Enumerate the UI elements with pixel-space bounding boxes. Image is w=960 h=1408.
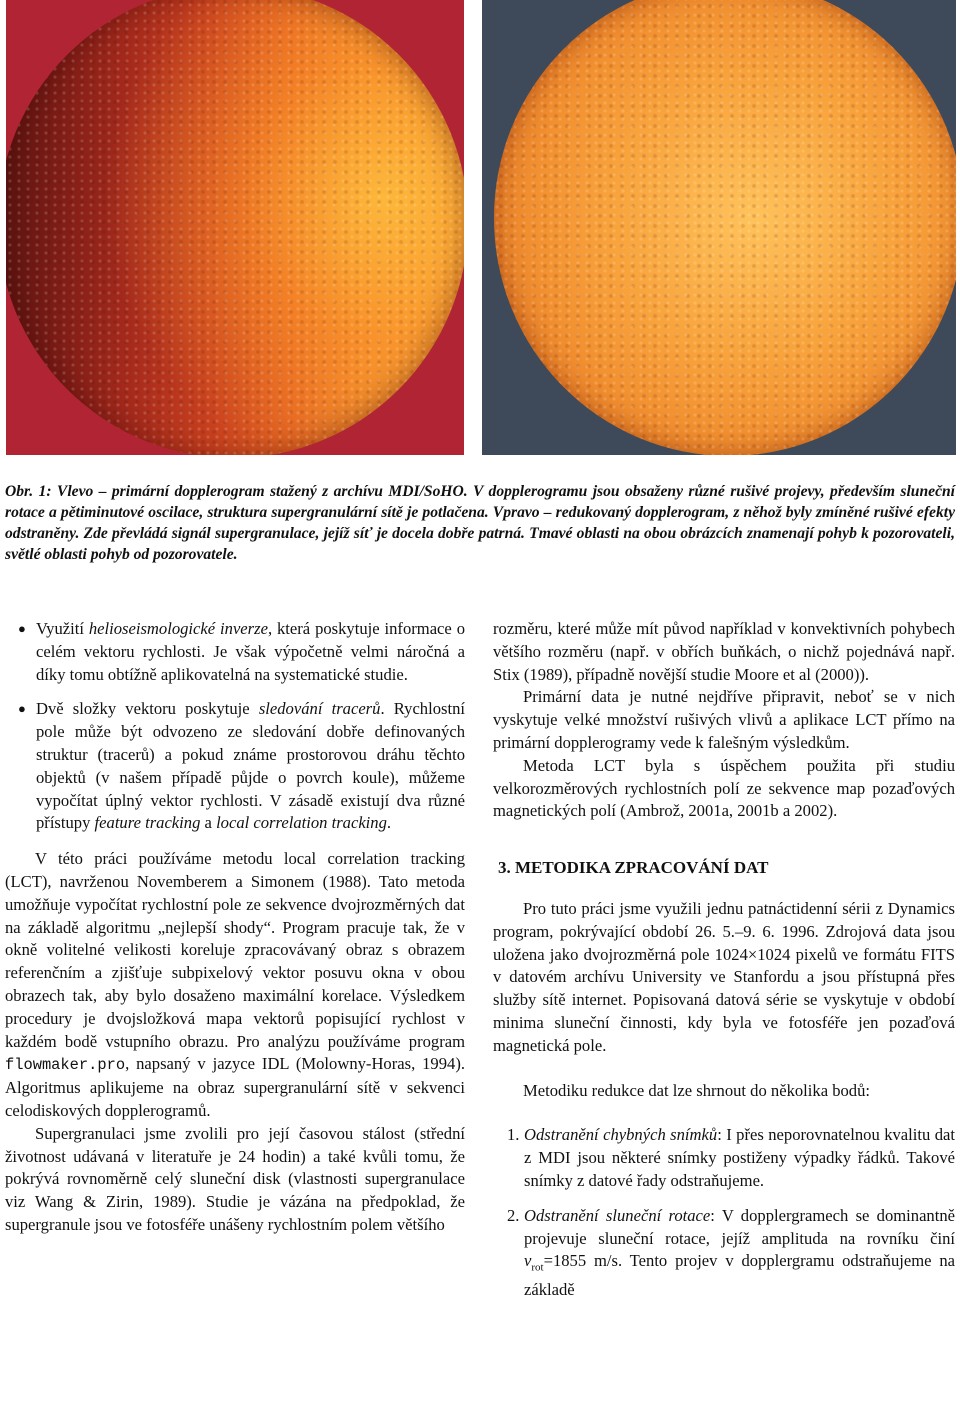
program-name: flowmaker.pro bbox=[5, 1056, 126, 1075]
left-column bbox=[5, 618, 465, 1237]
bullet-icon: ● bbox=[18, 621, 26, 636]
primary-dopplerogram-disk bbox=[6, 0, 464, 455]
reduced-dopplerogram-disk bbox=[494, 0, 956, 455]
bullet-helioseismology: ● Využití helioseismologické inverze, která poskytuje informace o celém vektoru rychlosti. Je však výpočetně velmi náročná a díky tomu obtížně aplikovatelná na systematické studie. bbox=[18, 619, 465, 684]
list-item-bad-frames: 1. Odstranění chybných snímků: I přes neporovnatelnou kvalitu dat z MDI jsou některé snímky postiženy výpadky řádků. Takové snímky z datové řady odstraňujeme. bbox=[507, 1125, 955, 1190]
section-heading: 3. METODIKA ZPRACOVÁNÍ DAT bbox=[498, 858, 769, 878]
paragraph-continuation: rozměru, které může mít původ například v konvektivních pohybech většího rozměru (např. v obřích buňkách, o nichž pojednává např. Stix (1989), případně novější studie Moore et al (2000)). bbox=[493, 619, 955, 684]
paragraph-supergranulation: Supergranulaci jsme zvolili pro její časovou stálost (střední životnost udávaná v literatuře je 24 hodin) a také kvůli tomu, že pokrývá rovnoměrně celý sluneční disk (vlastnosti supergranulace viz Wang & Zirin, 1989). Studie je vázána na předpoklad, že supergranule jsou ve fotosféře unášeny rychlostním polem většího bbox=[5, 1123, 465, 1234]
paragraph-lct-success: Metoda LCT byla s úspěchem použita při studiu velkorozměrových rychlostních polí ze sekvence map pozaďových magnetických polí (Ambrož, 2001a, 2001b a 2002). bbox=[493, 755, 955, 821]
reduced-dopplerogram-panel bbox=[482, 0, 956, 455]
figure-images bbox=[0, 0, 960, 455]
paragraph-data-source: Pro tuto práci jsme využili jednu patnáctidenní sérii z Dynamics program, pokrývající období 26. 5.–9. 6. 1996. Zdrojová data jsou uložena jako dvojrozměrná pole 1024×1024 pixelů ve formátu FITS v datovém archívu University ve Stanfordu a jsou přístupná přes služby sítě internet. Popisovaná datová série se vyskytuje v období minima sluneční činnosti, kdy byla ve fotosféře jen pozaďová magnetická pole. bbox=[493, 898, 955, 1055]
primary-dopplerogram-panel bbox=[6, 0, 464, 455]
figure-caption: Obr. 1: Vlevo – primární dopplerogram stažený z archívu MDI/SoHO. V dopplerogramu jsou obsaženy různé rušivé projevy, především sluneční rotace a pětiminutové oscilace, struktura supergranulární sítě je potlačena. Vpravo – redukovaný dopplerogram, z něhož byly zmíněné rušivé efekty odstraněny. Zde převládá signál supergranulace, jejíž síť je docela dobře patrná. Tmavé oblasti na obou obrázcích znamenají pohyb k pozorovateli, světlé oblasti pohyb od pozorovatele. bbox=[5, 483, 955, 563]
right-column bbox=[493, 618, 955, 1302]
paragraph-primary-data: Primární data je nutné nejdříve připravit, neboť se v nich vyskytuje velké množství rušivých vlivů a aplikace LCT přímo na primární dopplerogramy vede k falešným výsledkům. bbox=[493, 687, 955, 752]
paragraph-method-summary: Metodiku redukce dat lze shrnout do několika bodů: bbox=[523, 1080, 871, 1100]
paragraph-lct-method: V této práci používáme metodu local correlation tracking (LCT), navrženou Novemberem a Simonem (1988). Tato metoda umožňuje vypočítat rychlostní pole ze sekvence dvojrozměrných dat na základě algoritmu „nejlepší shody“. Program pracuje tak, že v okně volitelné velikosti koreluje zpracovávaný obraz s obrazem referenčním a zjišťuje subpixelový vektor posuvu okna v obou obrazech tak, aby bylo dosaženo maximální korelace. Výsledkem procedury je dvojsložková mapa vektorů popisující rychlost v každém bodě vstupního obrazu. Pro analýzu používáme program flowmaker.pro, napsaný v jazyce IDL (Molowny-Horas, 1994). Algoritmus aplikujeme na obraz supergranulární sítě v sekvenci celodiskových dopplerogramů. bbox=[5, 849, 465, 1120]
list-item-solar-rotation: 2. Odstranění sluneční rotace: V dopplergramech se dominantně projevuje sluneční rotace, jejíž amplituda na rovníku činí $v_{rot}=1855$ m/s. Tento projev v dopplergramu odstraňujeme na základě bbox=[507, 1205, 956, 1300]
bullet-icon: ● bbox=[18, 701, 26, 717]
bullet-tracer-tracking: ● Dvě složky vektoru poskytuje sledování tracerů. Rychlostní pole může být odvozeno ze sledování dobře definovaných struktur (tracerů) a pokud známe prostorovou dráhu těchto objektů (v našem případě půjde o povrch koule), můžeme vypočítat úplný vektor rychlosti. V zásadě existují dva různé přístupy feature tracking a local correlation tracking. bbox=[18, 699, 465, 833]
